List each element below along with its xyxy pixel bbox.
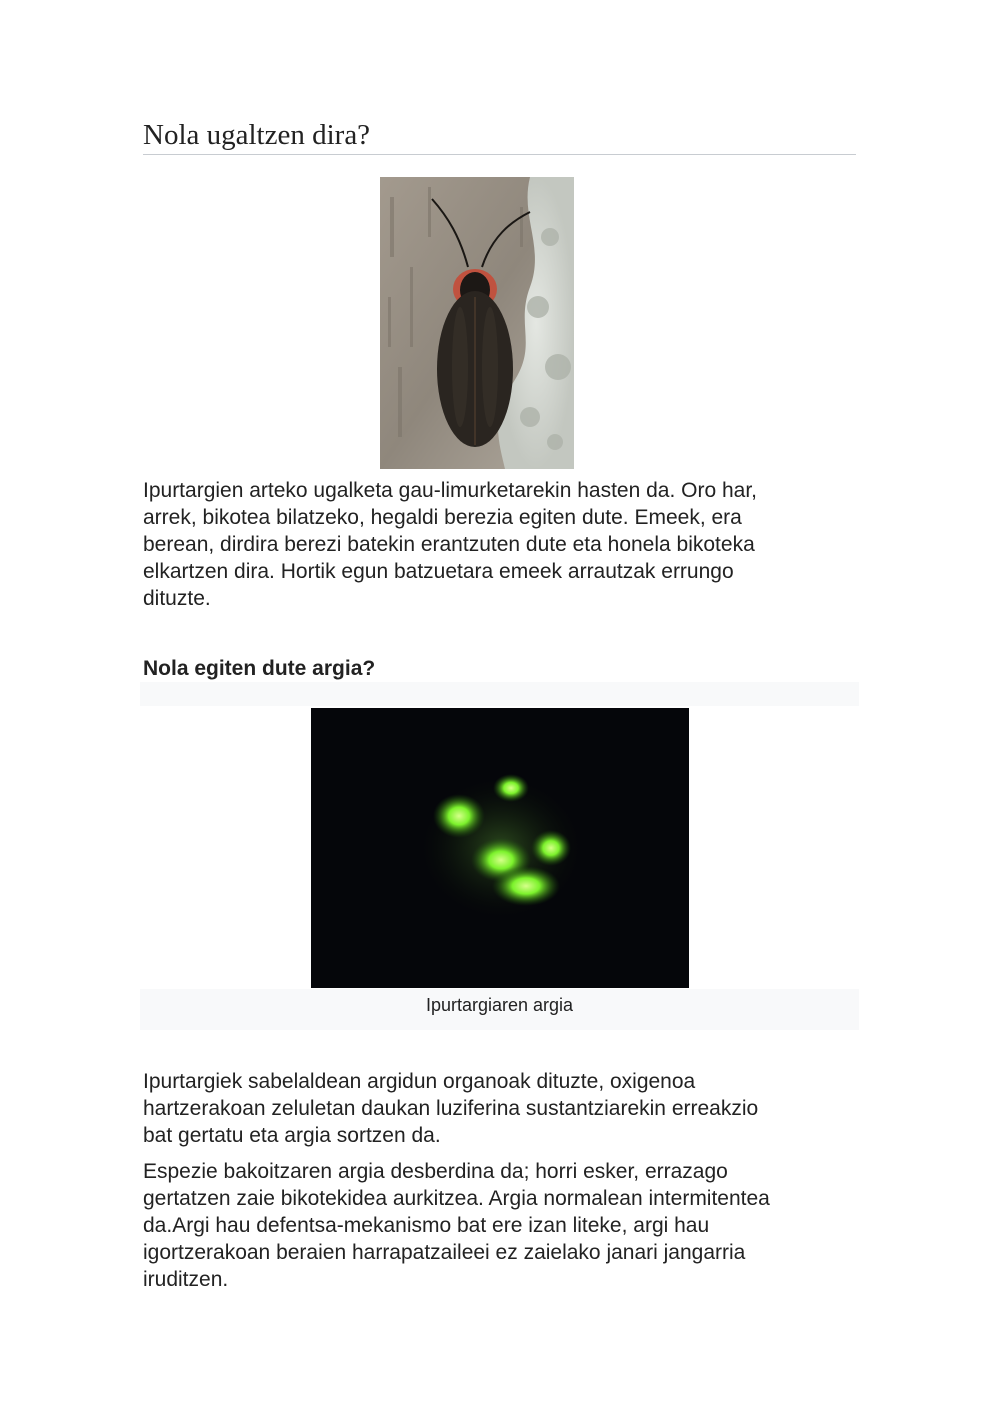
firefly-glow-photo <box>311 708 689 988</box>
figure-box <box>140 682 859 1030</box>
section-title-reproduction: Nola ugaltzen dira? <box>143 116 856 155</box>
reproduction-paragraph: Ipurtargien arteko ugalketa gau-limurketarekin hasten da. Oro har, arrek, bikotea bilatzeko, hegaldi berezia egiten dute. Emeek, era berean, dirdira berezi batekin erantzuten dute eta honela bikoteka elkartzen dira. Hortik egun batzuetara emeek arrautzak errungo dituzte. <box>143 479 758 610</box>
section-title-light: Nola egiten dute argia? <box>143 657 376 680</box>
light-paragraph-2: Espezie bakoitzaren argia desberdina da; horri esker, errazago gertatzen zaie bikotekidea aurkitzea. Argia normalean intermitentea da.Argi hau defentsa-mekanismo bat ere izan liteke, argi hau igortzerakoan beraien harrapatzaileei ez zaielako janari jangarria iruditzen. <box>143 1160 770 1291</box>
figure-caption: Ipurtargiaren argia <box>425 995 574 1015</box>
light-paragraph-1: Ipurtargiek sabelaldean argidun organoak dituzte, oxigenoa hartzerakoan zeluletan daukan luziferina sustantziarekin erreakzio bat gertatu eta argia sortzen da. <box>143 1070 759 1147</box>
beetle-photo <box>380 177 574 469</box>
